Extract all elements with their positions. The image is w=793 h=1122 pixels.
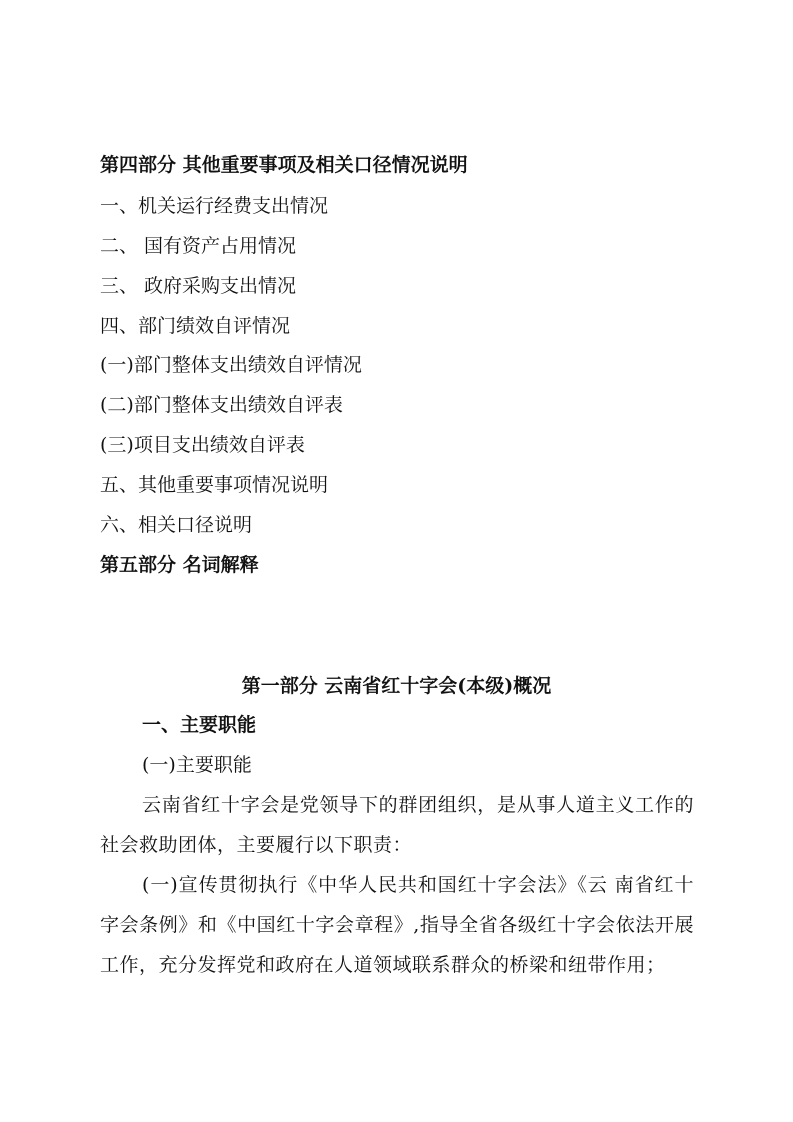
duty-paragraph-1-text: (一)宣传贯彻执行《中华人民共和国红十字会法》《云 南省红十字会条例》和《中国红十字会章程》,指导全省各级红十字会依法开展工作，充分发挥党和政府在人道领域联系群众的桥梁和纽带作用； [100, 874, 694, 976]
toc-item-performance-eval: 四、部门绩效自评情况 [100, 315, 291, 337]
toc-item-project-eval-table: (三)项目支出绩效自评表 [100, 434, 305, 456]
section-heading-main-functions: 一、主要职能 [142, 714, 257, 736]
toc-item-procurement: 三、 政府采购支出情况 [100, 275, 297, 297]
toc-item-overall-eval-status: (一)部门整体支出绩效自评情况 [100, 354, 362, 376]
toc-item-state-assets: 二、 国有资产占用情况 [100, 235, 297, 257]
toc-part4-title: 第四部分 其他重要事项及相关口径情况说明 [100, 154, 468, 176]
toc-item-overall-eval-table: (二)部门整体支出绩效自评表 [100, 394, 343, 416]
section-subheading-main-functions: (一)主要职能 [142, 754, 252, 776]
toc-part5-title: 第五部分 名词解释 [100, 554, 259, 576]
intro-paragraph-text: 云南省红十字会是党领导下的群团组织，是从事人道主义工作的社会救助团体，主要履行以下职责： [100, 794, 694, 856]
toc-item-other-matters: 五、其他重要事项情况说明 [100, 474, 329, 496]
section-title: 第一部分 云南省红十字会(本级)概况 [241, 675, 552, 697]
toc-item-operating-expenses: 一、机关运行经费支出情况 [100, 195, 329, 217]
duty-paragraph-1 [100, 865, 694, 985]
intro-paragraph [100, 785, 694, 865]
toc-item-definitions: 六、相关口径说明 [100, 514, 253, 536]
